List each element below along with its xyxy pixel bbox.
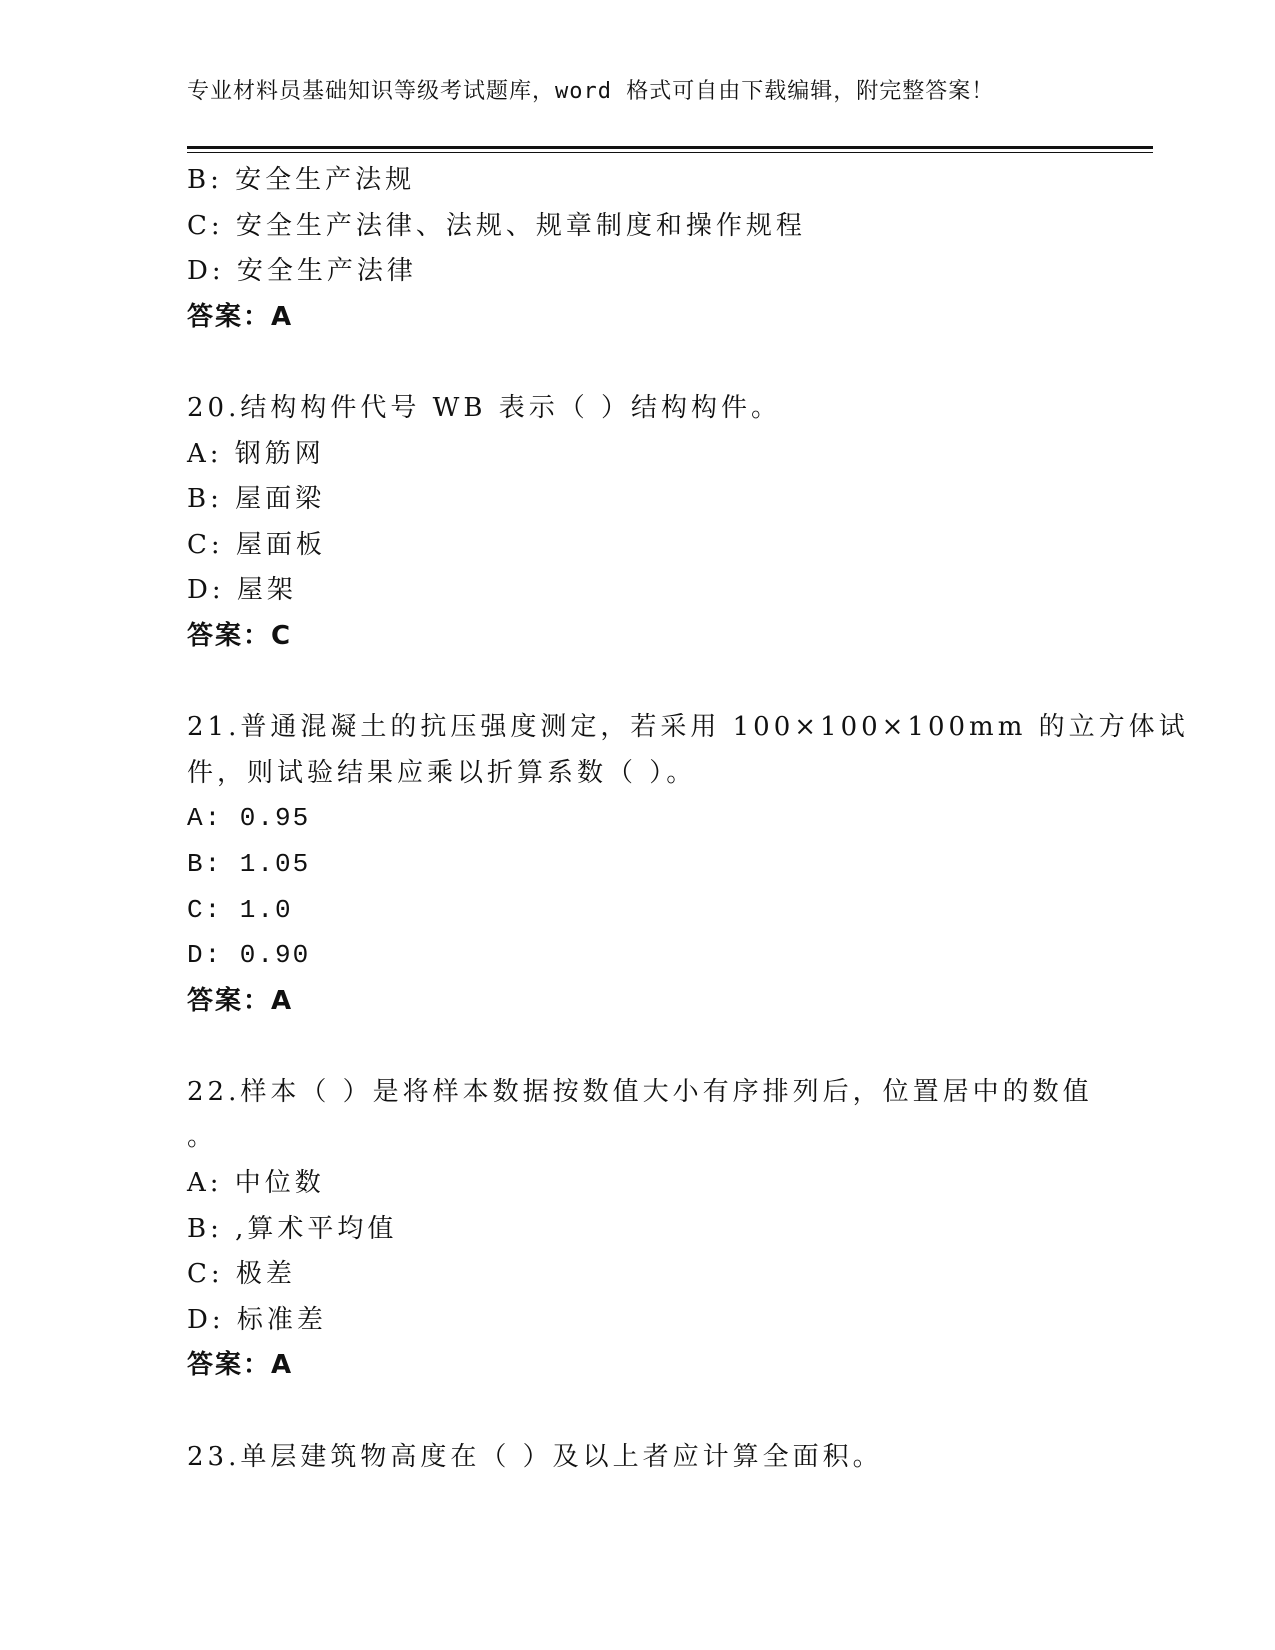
spacer [187,660,1087,706]
q22-stem-line2: 。 [187,1122,218,1153]
q20-answer: 答案：C [187,620,293,651]
spacer [187,1389,1087,1435]
q22-stem-line1: 22.样本（ ）是将样本数据按数值大小有序排列后，位置居中的数值 [187,1076,1093,1107]
q21-stem-line1: 21.普通混凝土的抗压强度测定，若采用 100×100×100mm 的立方体试 [187,712,1189,743]
q21-stem-line2: 件，则试验结果应乘以折算系数（ ）。 [187,757,697,788]
page-header: 专业材料员基础知识等级考试题库，word 格式可自由下载编辑，附完整答案！ [187,79,995,104]
q22-option-c: C: 极差 [187,1259,296,1290]
q21-answer: 答案：A [187,985,294,1016]
q22-option-a: A: 中位数 [187,1168,325,1199]
q20-option-a: A: 钢筋网 [187,438,325,469]
q21-option-c: C: 1.0 [187,894,293,925]
header-rule-thin [187,152,1153,153]
q21-option-b: B: 1.05 [187,848,311,879]
q20-stem: 20.结构构件代号 WB 表示（ ）结构构件。 [187,392,781,423]
q20-option-b: B: 屋面梁 [187,484,326,515]
question-content [187,158,1189,1480]
prev-answer: 答案：A [187,301,294,332]
spacer [187,340,1087,386]
prev-option-d: D: 安全生产法律 [187,256,417,287]
q20-option-c: C: 屋面板 [187,529,326,560]
spacer [187,1024,1087,1070]
q23-stem: 23.单层建筑物高度在（ ）及以上者应计算全面积。 [187,1441,883,1472]
q20-option-d: D: 屋架 [187,575,297,606]
header-rule-thick [187,146,1153,149]
prev-option-c: C: 安全生产法律、法规、规章制度和操作规程 [187,210,806,241]
q22-option-d: D: 标准差 [187,1304,327,1335]
q21-option-d: D: 0.90 [187,940,311,971]
prev-option-b: B: 安全生产法规 [187,165,416,195]
q21-option-a: A: 0.95 [187,803,311,834]
q22-answer: 答案：A [187,1350,294,1381]
q22-option-b: B: ,算术平均值 [187,1213,398,1244]
